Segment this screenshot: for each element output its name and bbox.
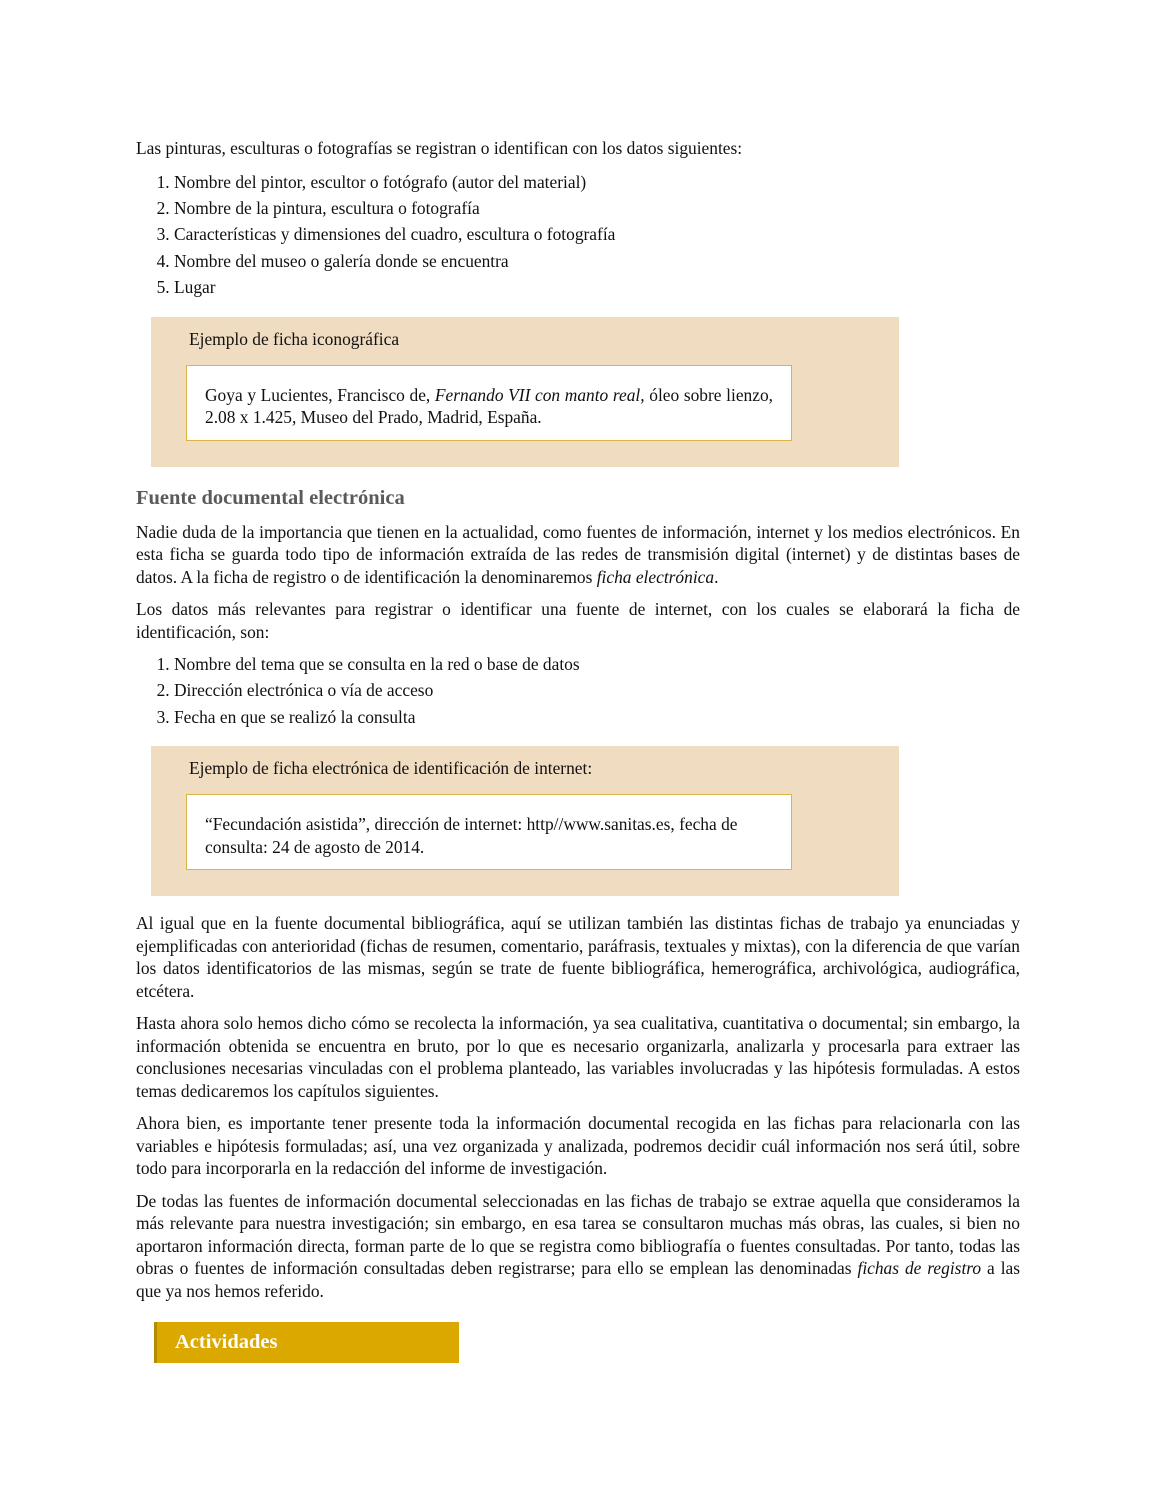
paragraph [136, 1190, 1020, 1303]
paragraph-text: De todas las fuentes de información documental seleccionadas en las fichas de trabajo se extrae aquella que consideramos la más relevante para nuestra investigación; sin embargo, en esa tarea se consultaron muchas más obras, las cuales, si bien no aportaron información directa, forman parte de lo que se registra como bibliografía o fuentes consultadas. Por tanto, todas las obras o fuentes de información consultadas deben registrarse; para ello se emplean las denominadas [136, 1190, 1020, 1279]
list-item: 3. Características y dimensiones del cuadro, escultura o fotografía [174, 221, 1020, 247]
list-item: 2. Dirección electrónica o vía de acceso [174, 677, 1020, 703]
intro-paragraph: Las pinturas, esculturas o fotografías se registran o identifican con los datos siguientes: [136, 138, 743, 158]
emphasis-text: ficha electrónica [596, 566, 715, 587]
iconographic-example-block [151, 317, 899, 467]
example-text-end: óleo sobre lienzo, 2.08 x 1.425, Museo del Prado, Madrid, España. [205, 384, 773, 428]
electronic-data-list [136, 651, 1020, 730]
list-item: 3. Fecha en que se realizó la consulta [174, 704, 1020, 730]
activities-header: Actividades [154, 1322, 459, 1363]
list-item: 5. Lugar [174, 274, 1020, 300]
paragraph: Al igual que en la fuente documental bibliográfica, aquí se utilizan también las distintas fichas de trabajo ya enunciadas y ejemplificadas con anterioridad (fichas de resumen, comentario, paráfrasis, textuales y mixtas), con la diferencia de que varían los datos identificatorios de las mismas, según se trate de fuente bibliográfica, hemerográfica, archivológica, audiográfica, etcétera. [136, 913, 1020, 1001]
emphasis-text: fichas de registro [857, 1258, 982, 1279]
page-content [136, 137, 1020, 1363]
paragraph-end: a las que ya nos hemos referido. [136, 1258, 1021, 1301]
list-item: 1. Nombre del tema que se consulta en la red o base de datos [174, 651, 1020, 677]
example-title: Ejemplo de ficha electrónica de identificación de internet: [189, 758, 593, 779]
iconographic-data-list [136, 169, 1020, 301]
section-heading: Fuente documental electrónica [136, 486, 405, 509]
electronic-example-block [151, 746, 899, 896]
paragraph: Los datos más relevantes para registrar o identificar una fuente de internet, con los cuales se elaborará la ficha de identificación, son: [136, 599, 1020, 642]
paragraph [136, 521, 1020, 589]
example-text: Goya y Lucientes, Francisco de, [205, 384, 435, 405]
paragraph-text: Nadie duda de la importancia que tienen en la actualidad, como fuentes de información, internet y los medios electrónicos. En esta ficha se guarda todo tipo de información extraída de las redes de transmisión digital (internet) y de distintas bases de datos. A la ficha de registro o de identificación la denominaremos [136, 521, 1020, 587]
list-item: 4. Nombre del museo o galería donde se encuentra [174, 248, 1020, 274]
paragraph: Hasta ahora solo hemos dicho cómo se recolecta la información, ya sea cualitativa, cuantitativa o documental; sin embargo, la información obtenida se encuentra en bruto, por lo que es necesario organizarla, analizarla y procesarla para extraer las conclusiones necesarias vinculadas con el problema planteado, las variables involucradas y las hipótesis formuladas. A estos temas dedicaremos los capítulos siguientes. [136, 1013, 1020, 1101]
paragraph-end: . [714, 566, 719, 587]
list-item: 1. Nombre del pintor, escultor o fotógrafo (autor del material) [174, 169, 1020, 195]
example-card [186, 365, 792, 441]
example-title: Ejemplo de ficha iconográfica [189, 328, 400, 349]
paragraph: Ahora bien, es importante tener presente toda la información documental recogida en las fichas para relacionarla con las variables e hipótesis formuladas; así, una vez organizada y analizada, podremos decidir cuál información nos será útil, sobre todo para incorporarla en la redacción del informe de investigación. [136, 1113, 1020, 1179]
list-item: 2. Nombre de la pintura, escultura o fotografía [174, 195, 1020, 221]
artwork-title: Fernando VII con manto real, [434, 384, 645, 405]
example-card: “Fecundación asistida”, dirección de internet: http//www.sanitas.es, fecha de consulta: 24 de agosto de 2014. [186, 794, 792, 870]
